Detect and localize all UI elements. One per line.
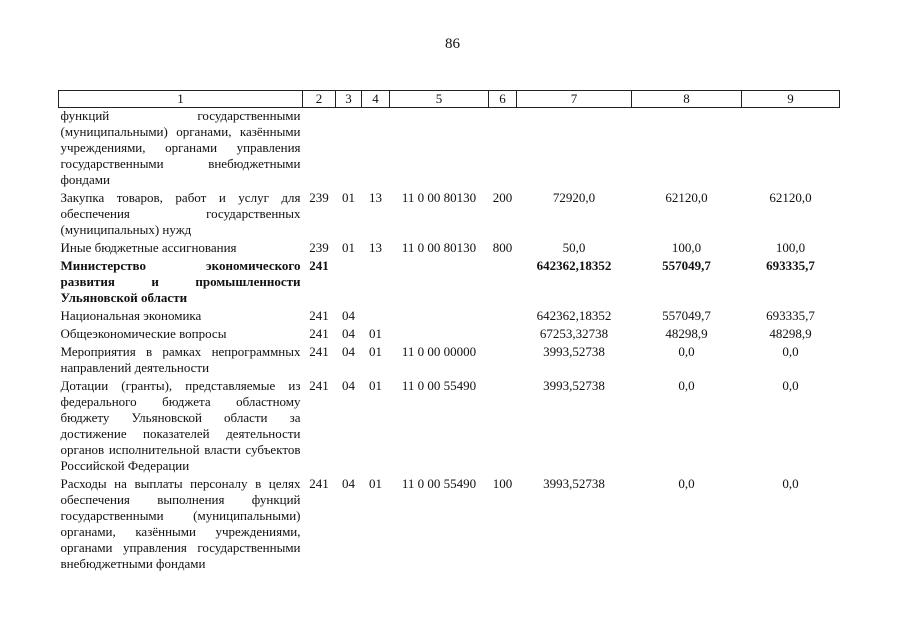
table-body — [59, 108, 840, 575]
amount-year3-cell: 693335,7 — [766, 308, 815, 323]
target-article-cell — [390, 258, 489, 308]
table-row — [59, 240, 840, 258]
subsection-cell: 01 — [369, 344, 382, 359]
row-name-cell: Мероприятия в рамках непрограммных направлений деятельности — [60, 344, 301, 375]
section-cell: 04 — [342, 378, 355, 393]
budget-table — [58, 90, 840, 574]
subsection-cell — [362, 308, 390, 326]
subsection-cell — [362, 108, 390, 191]
amount-year3-cell: 0,0 — [782, 378, 799, 393]
amount-year1-cell: 642362,18352 — [536, 308, 612, 323]
gl-cell: 241 — [309, 378, 329, 393]
subsection-cell: 01 — [369, 476, 382, 491]
target-article-cell: 11 0 00 55490 — [401, 378, 477, 393]
expense-type-cell — [489, 258, 517, 308]
amount-year2-cell: 557049,7 — [662, 258, 711, 273]
expense-type-cell — [489, 108, 517, 191]
amount-year3-cell: 0,0 — [782, 476, 799, 491]
amount-year3-cell: 100,0 — [775, 240, 806, 255]
subsection-cell: 13 — [369, 240, 382, 255]
amount-year2-cell: 0,0 — [678, 476, 695, 491]
gl-cell: 241 — [309, 308, 329, 323]
section-cell: 01 — [342, 240, 355, 255]
expense-type-cell — [489, 308, 517, 326]
subsection-cell: 01 — [369, 378, 382, 393]
expense-type-cell — [489, 326, 517, 344]
section-cell — [336, 258, 362, 308]
subsection-cell — [362, 258, 390, 308]
amount-year2-cell: 100,0 — [671, 240, 702, 255]
amount-year1-cell: 3993,52738 — [543, 344, 605, 359]
target-article-cell — [390, 108, 489, 191]
gl-cell — [303, 108, 336, 191]
section-cell: 04 — [342, 308, 355, 323]
amount-year3-cell: 62120,0 — [769, 190, 812, 205]
subsection-cell: 13 — [369, 190, 382, 205]
target-article-cell — [390, 326, 489, 344]
gl-cell: 241 — [309, 476, 329, 491]
section-cell: 01 — [342, 190, 355, 205]
target-article-cell: 11 0 00 80130 — [401, 240, 477, 255]
gl-cell: 241 — [309, 344, 329, 359]
column-header: 5 — [390, 91, 489, 108]
target-article-cell — [390, 308, 489, 326]
row-name-cell: Дотации (гранты), представляемые из федерального бюджета областному бюджету Ульяновской области за достижение показателей деятельности органов исполнительной власти субъектов Российской Федерации — [60, 378, 301, 473]
column-header: 4 — [362, 91, 390, 108]
amount-year1-cell — [517, 108, 632, 191]
section-cell: 04 — [342, 344, 355, 359]
subsection-cell: 01 — [369, 326, 382, 341]
amount-year1-cell: 50,0 — [562, 240, 586, 255]
column-header: 1 — [59, 91, 303, 108]
target-article-cell: 11 0 00 55490 — [401, 476, 477, 491]
amount-year2-cell: 0,0 — [678, 344, 695, 359]
gl-cell: 241 — [309, 258, 329, 273]
amount-year1-cell: 642362,18352 — [536, 258, 612, 273]
page-number: 86 — [445, 36, 460, 52]
expense-type-cell: 800 — [492, 240, 513, 255]
table-row — [59, 308, 840, 326]
amount-year2-cell: 48298,9 — [665, 326, 708, 341]
target-article-cell: 11 0 00 80130 — [401, 190, 477, 205]
expense-type-cell: 100 — [492, 476, 513, 491]
row-name-cell: функций государственными (муниципальными) органами, казёнными учреждениями, органами управления государственными внебюджетными фондами — [60, 108, 301, 187]
table-row — [59, 476, 840, 574]
section-cell — [336, 108, 362, 191]
target-article-cell: 11 0 00 00000 — [401, 344, 477, 359]
row-name-cell: Национальная экономика — [60, 308, 202, 323]
amount-year2-cell: 557049,7 — [662, 308, 711, 323]
row-name-cell: Закупка товаров, работ и услуг для обеспечения государственных (муниципальных) нужд — [60, 190, 301, 237]
amount-year1-cell: 3993,52738 — [543, 476, 605, 491]
amount-year1-cell: 67253,32738 — [539, 326, 609, 341]
table-row — [59, 190, 840, 240]
table-row — [59, 326, 840, 344]
expense-type-cell: 200 — [492, 190, 513, 205]
amount-year2-cell: 0,0 — [678, 378, 695, 393]
amount-year1-cell: 3993,52738 — [543, 378, 605, 393]
gl-cell: 239 — [309, 240, 329, 255]
table-row — [59, 258, 840, 308]
amount-year1-cell: 72920,0 — [552, 190, 596, 205]
amount-year2-cell — [632, 108, 742, 191]
column-header: 7 — [517, 91, 632, 108]
amount-year2-cell: 62120,0 — [665, 190, 708, 205]
gl-cell: 239 — [309, 190, 329, 205]
column-header: 9 — [742, 91, 840, 108]
column-header: 2 — [303, 91, 336, 108]
amount-year3-cell: 48298,9 — [769, 326, 812, 341]
row-name-cell: Общеэкономические вопросы — [60, 326, 227, 341]
column-header: 3 — [336, 91, 362, 108]
section-cell: 04 — [342, 326, 355, 341]
amount-year3-cell: 693335,7 — [766, 258, 815, 273]
column-header: 6 — [489, 91, 517, 108]
expense-type-cell — [489, 378, 517, 476]
column-header: 8 — [632, 91, 742, 108]
amount-year3-cell — [742, 108, 840, 191]
gl-cell: 241 — [309, 326, 329, 341]
row-name-cell: Министерство экономического развития и промышленности Ульяновской области — [60, 258, 301, 305]
row-name-cell: Иные бюджетные ассигнования — [60, 240, 237, 255]
table-row — [59, 378, 840, 476]
table-row — [59, 344, 840, 378]
section-cell: 04 — [342, 476, 355, 491]
header-row — [59, 91, 840, 108]
table-row — [59, 108, 840, 191]
row-name-cell: Расходы на выплаты персоналу в целях обеспечения выполнения функций государственными (муниципальными) органами, казёнными учреждениями, органами управления государственными внебюджетными фондами — [60, 476, 301, 571]
amount-year3-cell: 0,0 — [782, 344, 799, 359]
expense-type-cell — [489, 344, 517, 378]
